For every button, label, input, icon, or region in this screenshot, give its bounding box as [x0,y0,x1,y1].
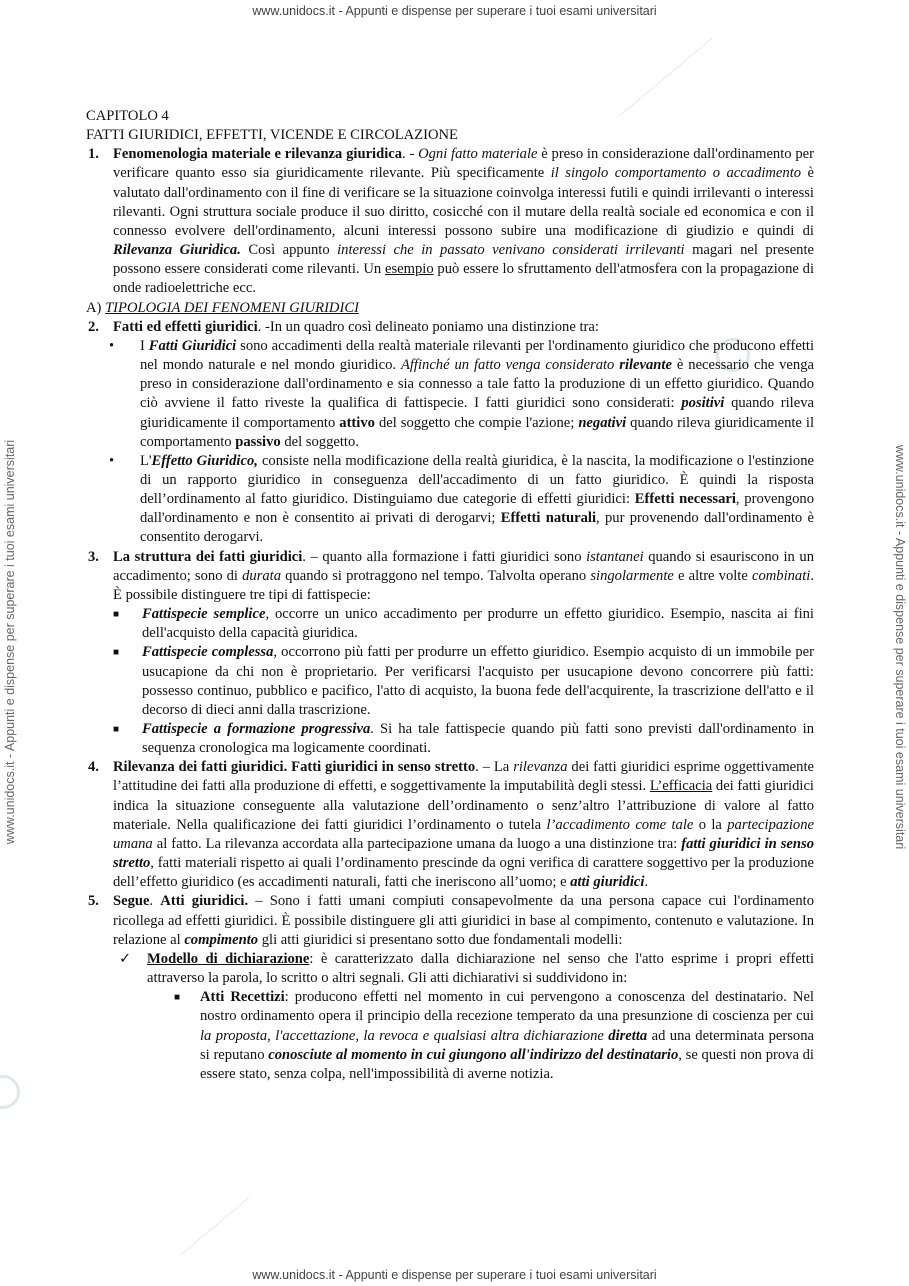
bullet-icon: • [109,452,115,469]
text-run: . [149,893,161,910]
text-run: . Si ha tale fattispecie quando più fatti sono previsti dall'ordinamento in sequenza cronologica ma logicamente coordinati. [142,721,814,757]
text-run: attivo [339,414,375,431]
text-run: Atti Recettizi [200,989,285,1006]
section-3 [86,548,814,605]
text-run: dei fatti giuridici esprime oggettivamente l’attitudine dei fatti alla produzione di effetti, e soggettivamente la imputabilità degli stessi. [113,759,814,795]
text-run: positivi [681,395,725,412]
list-item [86,720,814,758]
section-number: 5. [88,893,99,910]
square-sublist [86,988,814,1084]
chapter-title: FATTI GIURIDICI, EFFETTI, VICENDE E CIRCOLAZIONE [86,127,458,144]
section-4 [86,758,814,892]
text-run: : producono effetti nel momento in cui pervengono a conoscenza del destinatario. Nel nostro ordinamento opera il principio della recezione temperato da una presunzione di coscienza per cui [200,989,814,1025]
section-heading: La struttura dei fatti giuridici [113,548,303,565]
watermark-line [620,38,713,116]
text-run: L' [140,452,152,469]
text-run: Fattispecie semplice [142,606,266,623]
text-run: durata [242,567,282,584]
text-run: può essere lo sfruttamento dell'atmosfera con la propagazione di onde radioelettriche ecc. [113,261,814,297]
section-a-heading [86,299,814,318]
text-run: Atti giuridici. [160,893,249,910]
text-run: del soggetto. [280,433,359,450]
text-run: interessi che in passato venivano considerati irrilevanti [337,242,685,259]
text-run: Effetto Giuridico, [151,452,258,469]
section-2-text [113,318,814,337]
text-run: è preso in considerazione dall'ordinamento per verificare quanto esso sia giuridicamente rilevante. Più specificamente [113,146,814,182]
text-run: atti giuridici [570,874,645,891]
text-run: singolarmente [590,567,674,584]
text-run: quando si protraggono nel tempo. Talvolta operano [281,567,591,584]
text-run: . - [402,146,419,163]
text-run: quando si esauriscono in un accadimento; sono di [113,548,814,584]
text-run: A) [86,299,106,316]
text-run: Fattispecie a formazione progressiva [142,721,371,737]
text-run: quando rileva giuridicamente il comportamento [140,414,815,450]
text-run: e altre volte [673,567,752,584]
text-run: ad una determinata persona si reputano [200,1027,814,1063]
section-number: 4. [88,759,99,776]
text-run: , occorrono più fatti per produrre un effetto giuridico. Esempio acquisto di un immobile per usucapione da chi non è proprietario. Per verificarsi l'acquisto per usucapione devono concorrere più fatti: possesso continuo, pubblico e pacifico, l'atto di acquisto, la buona fede dell'acquirente, la trascrizione dell'atto e il decorso di dieci anni dalla trascrizione. [142,644,814,718]
text-run: al fatto. La rilevanza accordata alla partecipazione umana da luogo a una distinzione tra: [152,835,682,852]
list-item [86,605,814,643]
text-run: . – La [475,759,514,776]
list-item [86,337,814,452]
bullet-list [86,337,814,548]
section-heading: Fenomenologia materiale e rilevanza giuridica [113,146,403,163]
text-run: o la [693,816,728,833]
document-page [86,107,814,1084]
text-run: partecipazione umana [113,816,814,852]
text-run: TIPOLOGIA DEI FENOMENI GIURIDICI [105,299,359,316]
text-run: quando rileva giuridicamente il comportamento [140,395,814,431]
text-run: . -In un quadro così delineato poniamo una distinzione tra: [257,318,599,335]
text-run: . [644,874,649,891]
text-run: magari nel presente possono essere considerati come rilevanti. Un [113,242,815,278]
check-list [86,950,814,988]
checkmark-icon: ✓ [119,950,132,967]
chapter-label: CAPITOLO 4 [86,108,169,124]
text-run: compimento [184,931,259,948]
text-run: consiste nella modificazione della realtà giuridica, è la nascita, la modificazione o l'estinzione di un rapporto giuridico in conseguenza dell'accadimento di un fatto giuridico. È quindi la risposta dell’ordinamento al fatto giuridico. Distinguiamo due categorie di effetti giuridici: [140,452,814,508]
watermark-bottom: www.unidocs.it - Appunti e dispense per superare i tuoi esami universitari [252,1268,657,1282]
text-run: sono accadimenti della realtà materiale rilevanti per l'ordinamento giuridico che producono effetti nel mondo naturale e nel mondo giuridico. [140,337,815,374]
section-1 [86,145,814,298]
section-number: 2. [88,318,99,335]
text-run: rilevanza [513,759,568,776]
text-run: l’accadimento come tale [546,816,694,833]
square-bullet-icon: ■ [174,992,181,1004]
square-bullet-icon: ■ [113,647,120,659]
text-run: – Sono i fatti umani compiuti consapevolmente da una persona capace cui l'ordinamento ricollega ad effetti giuridici. È possibile distinguere gli atti giuridici in base al compimento, contenuto e valutazione. In relazione al [113,893,814,948]
text-run: gli atti giuridici si presentano sotto due fondamentali modelli: [258,931,623,948]
watermark-line [180,1197,250,1256]
text-run: esempio [384,261,434,278]
list-item [86,988,814,1084]
text-run: il singolo comportamento o accadimento [550,165,802,182]
text-run: , occorre un unico accadimento per produrre un effetto giuridico. Esempio, nascita ai fini dell'acquisto della capacità giuridica. [142,606,814,642]
section-heading: Rilevanza dei fatti giuridici. Fatti giuridici in senso stretto [113,759,476,776]
list-item [86,643,814,720]
text-run: conosciute al momento in cui giungono all'indirizzo del destinatario [268,1046,679,1063]
section-1-text [113,145,814,298]
text-run: : è caratterizzato dalla dichiarazione nel senso che l'atto esprime i propri effetti attraverso la parola, lo scritto o altri segnali. Gli atti dichiarativi si suddividono in: [147,950,814,987]
section-number: 3. [88,548,99,565]
text-run: L’efficacia [649,778,713,795]
text-run: negativi [578,414,627,431]
watermark-top: www.unidocs.it - Appunti e dispense per superare i tuoi esami universitari [252,4,657,18]
text-run: Rilevanza Giuridica. [113,242,241,259]
text-run: è necessario che venga preso in considerazione dall'ordinamento e sia connesso a tale fatto la produzione di un effetto giuridico. Quando ciò avviene il fatto riveste la qualifica di fattispecie. I fatti giuridici sono considerati: [140,357,814,412]
text-run: diretta [608,1027,648,1044]
text-run: , pur provenendo dall'ordinamento è consentito derogarvi. [140,510,814,546]
bullet-icon: • [109,337,115,354]
text-run: . È possibile distinguere tre tipi di fattispecie: [113,567,814,603]
text-run: del soggetto che compie l'azione; [374,414,579,431]
section-heading: Fatti ed effetti giuridici [113,318,258,335]
text-run: , se questi non prova di essere stato, senza colpa, nell'impossibilità di averne notizia. [200,1046,814,1082]
text-run: , provengono dall'ordinamento e non è consentito ai privati di derogarvi; [140,491,815,527]
text-run: combinati [751,567,811,584]
text-run: Fatti Giuridici [148,337,237,354]
list-item [86,950,814,988]
section-5-text [113,892,814,949]
text-run: Ogni fatto materiale [418,146,538,163]
text-run: Così appunto [240,242,338,259]
text-run: Effetti naturali [500,510,597,527]
section-5 [86,892,814,949]
text-run: Affinché un fatto venga considerato [400,357,620,374]
watermark-right: www.unidocs.it - Appunti e dispense per superare i tuoi esami universitari [893,444,907,850]
text-run: rilevante [619,357,672,374]
list-item [86,452,814,548]
text-run: . – quanto alla formazione i fatti giuridici sono [302,548,587,565]
text-run: istantanei [586,548,644,565]
text-run: I [140,337,149,354]
text-run: è valutato dall'ordinamento con il fine di verificare se la situazione coinvolga interessi futili e quindi irrilevanti o interessi rilevanti. Ogni struttura sociale produce il suo diritto, cosicché con il mutare della realtà sociale ed economica e con il connesso evolvere dell'ordinamento, alcuni interessi possono subire una modificazione di giudizio e quindi di [113,165,814,239]
text-run: Fattispecie complessa [142,644,274,661]
text-run: passivo [235,433,281,450]
square-bullet-icon: ■ [113,724,120,735]
text-run: la proposta, l'accettazione, la revoca e qualsiasi altra dichiarazione [200,1027,609,1044]
section-4-text [113,758,814,892]
section-2 [86,318,814,337]
text-run: fatti giuridici in senso stretto [113,835,814,872]
square-bullet-icon: ■ [113,609,120,621]
section-heading: Segue [113,893,150,910]
text-run: Modello di dichiarazione [147,950,310,967]
watermark-left: www.unidocs.it - Appunti e dispense per superare i tuoi esami universitari [3,439,17,845]
text-run: , fatti materiali rispetto ai quali l’ordinamento prescinde da ogni verifica di carattere soggettivo per la produzione dell’effetto giuridico (es accadimenti naturali, fatti che ineriscono all’uomo; e [113,855,814,891]
text-run: Effetti necessari [634,491,736,508]
watermark-logo-icon [0,1075,20,1109]
text-run: dei fatti giuridici indica la situazione conseguente alla valutazione dell’ordinamento o senz’altro l’attribuzione di valore al fatto materiale. Nella qualificazione dei fatti giuridici l’ordinamento o tutela [113,778,814,833]
square-list [86,605,814,758]
section-3-text [113,548,814,605]
section-number: 1. [88,146,99,163]
